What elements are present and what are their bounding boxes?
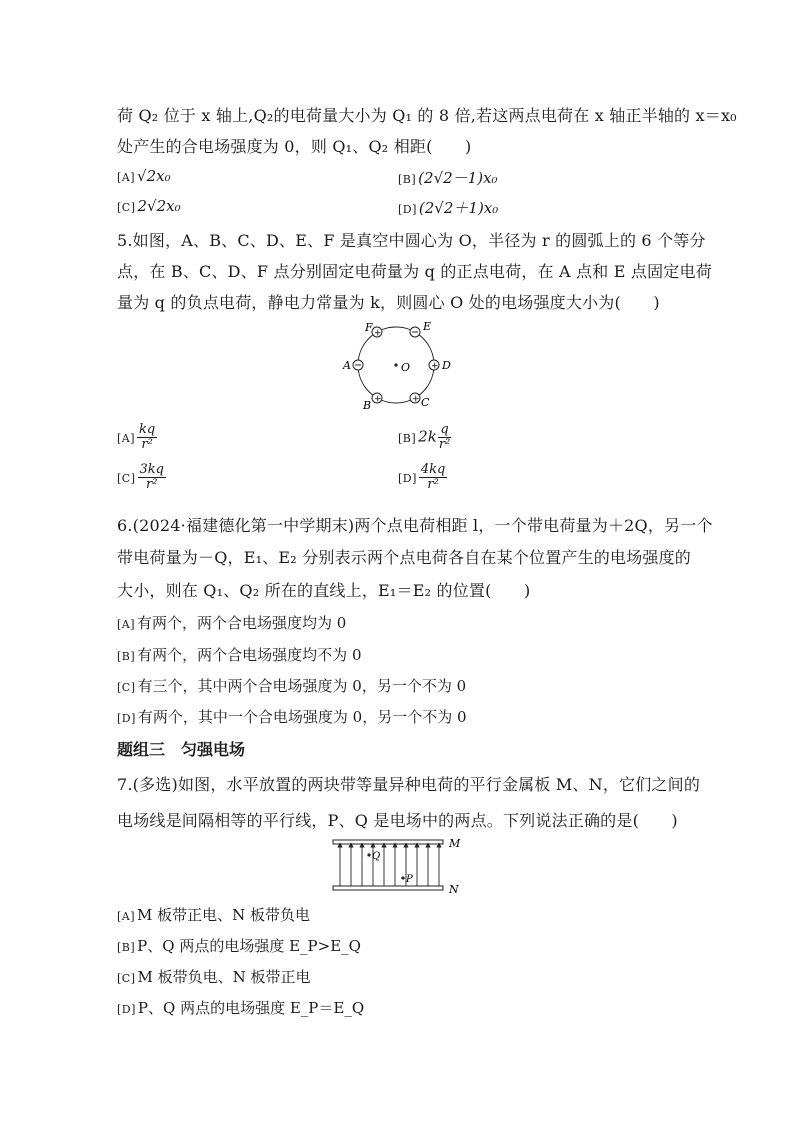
q7-option-c[interactable] (117, 966, 311, 987)
label-o: O (401, 361, 411, 374)
section-heading: 题组三 匀强电场 (117, 740, 246, 759)
q7-option-b[interactable] (117, 935, 361, 956)
option-text: M 板带正电、N 板带负电 (137, 906, 311, 924)
option-tag: [D] (398, 203, 417, 216)
option-text: P、Q 两点的电场强度 E_P>E_Q (137, 937, 361, 955)
option-prefix: 2k (418, 427, 437, 446)
option-tag: [A] (117, 171, 136, 184)
option-text: M 板带负电、N 板带正电 (137, 968, 311, 986)
option-tag: [C] (117, 681, 136, 694)
q5-option-b[interactable] (398, 423, 452, 452)
fraction-numerator: 3kq (139, 462, 164, 477)
label-n: N (449, 883, 459, 896)
q7-option-d[interactable] (117, 997, 364, 1018)
label-e: E (423, 320, 432, 333)
option-tag: [C] (117, 972, 136, 985)
q6-option-d[interactable] (117, 706, 467, 727)
fraction (137, 423, 157, 452)
option-tag: [B] (117, 650, 136, 663)
option-text: √2x₀ (137, 167, 171, 185)
option-tag: [C] (117, 201, 136, 214)
q5-option-d[interactable] (398, 463, 447, 492)
q6-option-c[interactable] (117, 675, 466, 696)
option-text: (2√2＋1)x₀ (418, 199, 499, 217)
q4-option-c[interactable] (117, 197, 181, 215)
q6-option-b[interactable] (117, 644, 362, 665)
option-text: 有两个，两个合电场强度均不为 0 (137, 646, 362, 664)
option-tag: [D] (117, 712, 136, 725)
q5-option-c[interactable] (117, 463, 166, 492)
q5-option-a[interactable] (117, 423, 157, 452)
q6-option-a[interactable] (117, 612, 346, 633)
label-q: Q (372, 851, 381, 862)
option-tag: [A] (117, 910, 136, 923)
q6-line-2: 带电荷量为－Q，E₁、E₂ 分别表示两个点电荷各自在某个位置产生的电场强度的 (117, 548, 691, 567)
option-tag: [A] (117, 618, 136, 631)
fraction-numerator: 4kq (420, 462, 446, 477)
field-lines (340, 845, 439, 886)
option-tag: [B] (398, 173, 417, 186)
option-tag: [B] (117, 941, 136, 954)
fraction-denominator: r² (438, 437, 451, 452)
q7-option-a[interactable] (117, 904, 310, 925)
label-b: B (363, 399, 372, 412)
fraction (437, 423, 452, 452)
point-p (401, 876, 404, 879)
q6-line-3: 大小，则在 Q₁、Q₂ 所在的直线上，E₁＝E₂ 的位置( ) (117, 581, 531, 600)
option-tag: [A] (117, 431, 136, 445)
q5-line-1: 5.如图，A、B、C、D、E、F 是真空中圆心为 O，半径为 r 的圆弧上的 6 个等分 (117, 231, 706, 250)
q4-option-d[interactable] (398, 197, 498, 218)
option-text: 有两个，其中一个合电场强度为 0，另一个不为 0 (137, 708, 467, 726)
option-text: 有三个，其中两个合电场强度为 0，另一个不为 0 (137, 677, 467, 695)
q7-parallel-plates-figure (325, 835, 465, 897)
label-d: D (442, 359, 451, 372)
option-text: 有两个，两个合电场强度均为 0 (137, 614, 347, 632)
label-p: P (406, 874, 413, 885)
plate-m (333, 840, 443, 844)
fraction-numerator: kq (139, 422, 156, 437)
fraction (138, 463, 166, 492)
center-point (394, 363, 397, 366)
fraction-denominator: r² (141, 437, 153, 452)
q4-line-1: 荷 Q₂ 位于 x 轴上,Q₂的电荷量大小为 Q₁ 的 8 倍,若这两点电荷在 x 轴正半轴的 x＝x₀ (117, 106, 737, 125)
q7-line-2: 电场线是间隔相等的平行线，P、Q 是电场中的两点。下列说法正确的是( ) (117, 811, 678, 830)
label-m: M (449, 837, 461, 850)
option-tag: [C] (117, 471, 136, 485)
plate-n (333, 886, 443, 890)
option-tag: [D] (117, 1003, 136, 1016)
charge-f-sign: + (374, 328, 382, 339)
fraction (419, 463, 447, 492)
label-f: F (365, 321, 373, 334)
q4-line-2: 处产生的合电场强度为 0，则 Q₁、Q₂ 相距( ) (117, 137, 472, 156)
option-text: (2√2－1)x₀ (418, 169, 498, 187)
q5-line-2: 点，在 B、C、D、F 点分别固定电荷量为 q 的正点电荷，在 A 点和 E 点固定电荷 (117, 262, 712, 281)
q6-line-1: 6.(2024·福建德化第一中学期末)两个点电荷相距 l，一个带电荷量为＋2Q，另一个 (117, 516, 713, 535)
q5-line-3: 量为 q 的负点电荷，静电力常量为 k，则圆心 O 处的电场强度大小为( ) (117, 293, 660, 312)
q5-circle-figure (330, 318, 460, 418)
option-text: 2√2x₀ (137, 197, 181, 215)
point-q (367, 853, 370, 856)
option-tag: [D] (398, 471, 417, 485)
charge-d-sign: + (431, 361, 439, 372)
q7-line-1: 7.(多选)如图，水平放置的两块带等量异种电荷的平行金属板 M、N，它们之间的 (117, 775, 701, 794)
fraction-denominator: r² (427, 477, 439, 492)
q4-option-b[interactable] (398, 167, 498, 188)
charge-c-sign: + (412, 394, 420, 405)
label-c: C (421, 396, 430, 409)
option-text: P、Q 两点的电场强度 E_P＝E_Q (137, 999, 365, 1017)
label-a: A (343, 359, 351, 372)
fraction-denominator: r² (146, 477, 158, 492)
option-tag: [B] (398, 431, 417, 445)
charge-b-sign: + (374, 394, 382, 405)
fraction-numerator: q (440, 422, 449, 437)
q4-option-a[interactable] (117, 167, 171, 185)
